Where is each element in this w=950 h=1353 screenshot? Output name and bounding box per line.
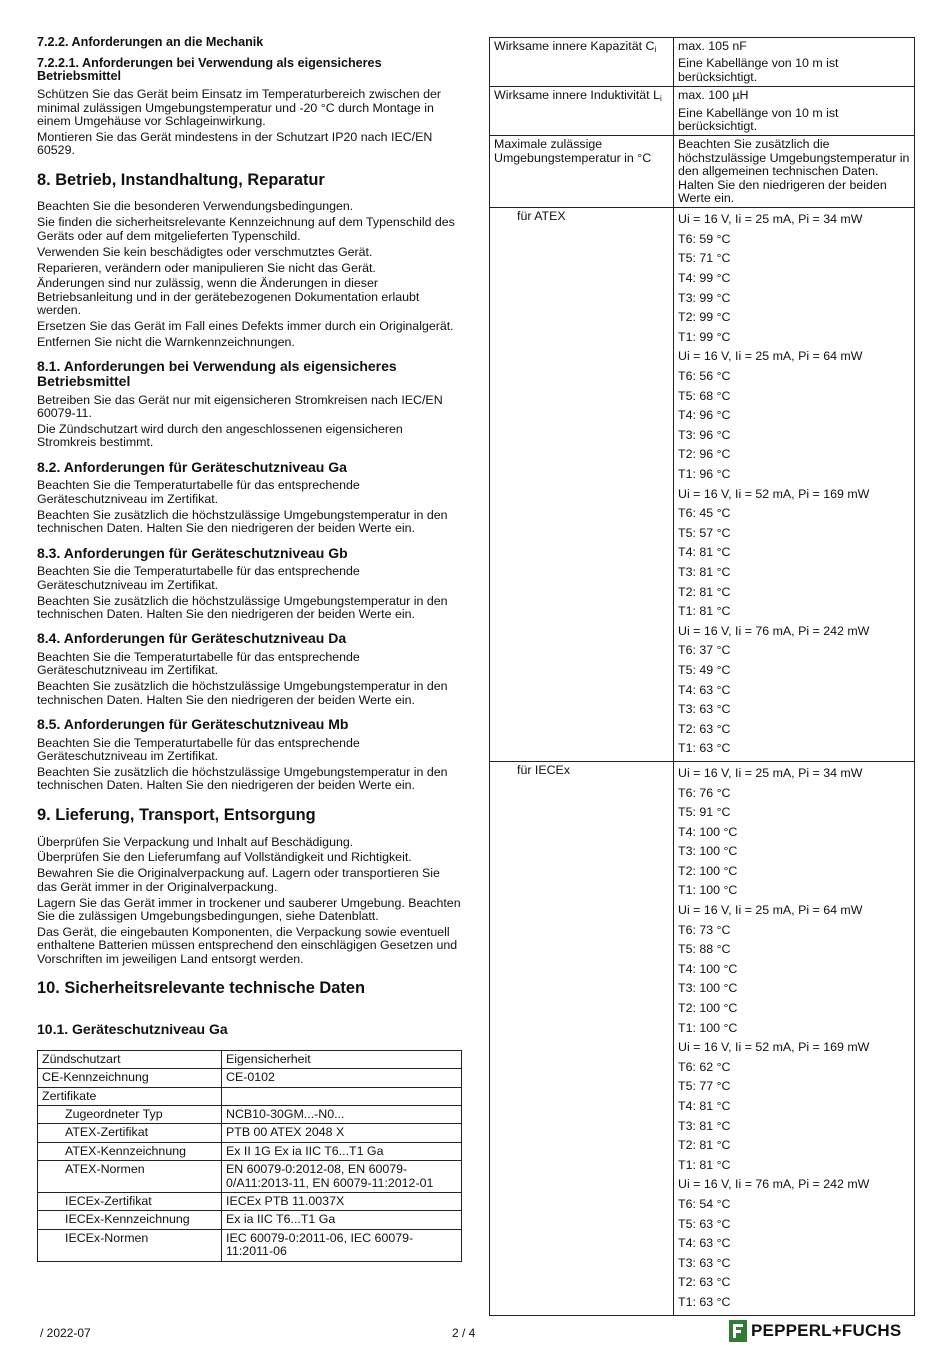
temperature-line: T3: 63 °C xyxy=(678,702,731,717)
paragraph: Reparieren, verändern oder manipulieren Sie nicht das Gerät. xyxy=(37,260,376,275)
temperature-line: T4: 100 °C xyxy=(678,961,738,976)
table-cell-key: CE-Kennzeichnung xyxy=(38,1069,222,1087)
paragraph: Bewahren Sie die Originalverpackung auf. Lagern oder transportieren Sie das Gerät immer in der Originalverpackung. xyxy=(37,866,440,894)
paragraph: Schützen Sie das Gerät beim Einsatz im Temperaturbereich zwischen der minimal zulässigen Umgebungstemperatur und -20 °C durch Montage in einem Umgehäuse vor Schlageinwirkung. xyxy=(37,87,442,129)
iecex-temperature-values xyxy=(674,761,915,1315)
table-row xyxy=(490,87,915,136)
temperature-line: T4: 63 °C xyxy=(678,1236,731,1251)
logo-text: PEPPERL+FUCHS xyxy=(751,1320,902,1340)
table-cell-key: IECEx-Normen xyxy=(38,1229,222,1261)
heading-9: 9. Lieferung, Transport, Entsorgung xyxy=(37,805,316,824)
temperature-line: T6: 62 °C xyxy=(678,1059,731,1074)
temperature-line: T4: 81 °C xyxy=(678,1099,731,1114)
section-7-2-2-1-body xyxy=(37,88,462,157)
atex-label: für ATEX xyxy=(490,208,674,762)
table-cell-key: ATEX-Kennzeichnung xyxy=(38,1142,222,1160)
temperature-line: T6: 56 °C xyxy=(678,369,731,384)
heading-8-4: 8.4. Anforderungen für Geräteschutzniveau Da xyxy=(37,630,347,647)
table-row xyxy=(490,136,915,208)
temperature-line: T5: 88 °C xyxy=(678,942,731,957)
temperature-line: T1: 81 °C xyxy=(678,604,731,619)
table-row xyxy=(38,1106,462,1124)
brand-logo xyxy=(729,1320,901,1342)
temperature-line: T2: 63 °C xyxy=(678,1275,731,1290)
paragraph: Überprüfen Sie den Lieferumfang auf Vollständigkeit und Richtigkeit. xyxy=(37,850,412,865)
paragraph: Beachten Sie die Temperaturtabelle für das entsprechende Geräteschutzniveau im Zertifikat. xyxy=(37,478,360,506)
temperature-line: Ui = 16 V, Ii = 76 mA, Pi = 242 mW xyxy=(678,1177,870,1192)
paragraph: Entfernen Sie nicht die Warnkennzeichnungen. xyxy=(37,334,295,349)
heading-8-1: 8.1. Anforderungen bei Verwendung als eigensicheres Betriebsmittel xyxy=(37,358,397,390)
paragraph: Beachten Sie die besonderen Verwendungsbedingungen. xyxy=(37,199,354,214)
capacitance-label: Wirksame innere Kapazität $C_i$ xyxy=(490,38,674,87)
temperature-line: T4: 63 °C xyxy=(678,682,731,697)
section-9-body xyxy=(37,836,462,967)
table-cell-key: Zertifikate xyxy=(38,1087,222,1105)
temperature-line: T6: 54 °C xyxy=(678,1196,731,1211)
heading-8-3: 8.3. Anforderungen für Geräteschutzniveau Gb xyxy=(37,544,348,561)
heading-8: 8. Betrieb, Instandhaltung, Reparatur xyxy=(37,170,325,189)
temperature-line: T5: 77 °C xyxy=(678,1079,731,1094)
page-number: 2 / 4 xyxy=(452,1326,476,1340)
paragraph: Verwenden Sie kein beschädigtes oder verschmutztes Gerät. xyxy=(37,244,373,259)
temperature-line: T4: 96 °C xyxy=(678,408,731,423)
temperature-line: T2: 99 °C xyxy=(678,310,731,325)
table-cell-value: CE-0102 xyxy=(222,1069,462,1087)
table-cell-key: Zugeordneter Typ xyxy=(38,1106,222,1124)
table-row xyxy=(38,1050,462,1068)
temperature-line: T2: 96 °C xyxy=(678,447,731,462)
temperature-line: T6: 59 °C xyxy=(678,231,731,246)
temperature-line: T3: 81 °C xyxy=(678,564,731,579)
paragraph: Das Gerät, die eingebauten Komponenten, die Verpackung sowie eventuell enthaltene Batterien müssen entsprechend den einschlägigen Gesetzen und Vorschriften im jeweiligen Land entsorgt werden. xyxy=(37,924,458,966)
safety-data-table xyxy=(37,1050,462,1262)
temperature-line: Ui = 16 V, Ii = 52 mA, Pi = 169 mW xyxy=(678,1040,870,1055)
temperature-line: T5: 63 °C xyxy=(678,1216,731,1231)
ambient-temp-label: Maximale zulässige Umgebungstemperatur in °C xyxy=(490,136,674,208)
table-row xyxy=(490,761,915,1315)
paragraph: Beachten Sie zusätzlich die höchstzulässige Umgebungstemperatur in den technischen Daten. Halten Sie den niedrigeren der beiden Werte ein. xyxy=(37,765,448,793)
temperature-line: Ui = 16 V, Ii = 76 mA, Pi = 242 mW xyxy=(678,623,870,638)
temperature-line: T1: 81 °C xyxy=(678,1157,731,1172)
table-row xyxy=(490,208,915,762)
temperature-line: T2: 81 °C xyxy=(678,1138,731,1153)
table-cell-key: ATEX-Normen xyxy=(38,1161,222,1193)
temperature-line: T4: 99 °C xyxy=(678,271,731,286)
table-cell-value: EN 60079-0:2012-08, EN 60079-0/A11:2013-11, EN 60079-11:2012-01 xyxy=(222,1161,462,1193)
paragraph: Beachten Sie zusätzlich die höchstzulässige Umgebungstemperatur in den technischen Daten. Halten Sie den niedrigeren der beiden Werte ein. xyxy=(37,593,448,621)
temperature-line: Ui = 16 V, Ii = 25 mA, Pi = 64 mW xyxy=(678,903,863,918)
paragraph: Beachten Sie zusätzlich die höchstzulässige Umgebungstemperatur in den technischen Daten. Halten Sie den niedrigeren der beiden Werte ein. xyxy=(37,679,448,707)
temperature-line: T1: 63 °C xyxy=(678,1294,731,1309)
table-row xyxy=(38,1124,462,1142)
paragraph: Beachten Sie die Temperaturtabelle für das entsprechende Geräteschutzniveau im Zertifikat. xyxy=(37,735,360,764)
temperature-line: T4: 100 °C xyxy=(678,824,738,839)
table-cell-value: IEC 60079-0:2011-06, IEC 60079-11:2011-06 xyxy=(222,1229,462,1261)
table-row xyxy=(38,1161,462,1193)
table-cell-value: Ex II 1G Ex ia IIC T6...T1 Ga xyxy=(222,1142,462,1160)
temperature-line: T3: 81 °C xyxy=(678,1118,731,1133)
inductance-label: Wirksame innere Induktivität $L_i$ xyxy=(490,87,674,136)
temperature-line: Ui = 16 V, Ii = 52 mA, Pi = 169 mW xyxy=(678,486,870,501)
temperature-line: T6: 45 °C xyxy=(678,506,731,521)
section-8-3-body xyxy=(37,565,462,621)
paragraph: Betreiben Sie das Gerät nur mit eigensicheren Stromkreisen nach IEC/EN 60079-11. xyxy=(37,392,443,421)
right-column xyxy=(489,37,915,1316)
paragraph: Beachten Sie die Temperaturtabelle für das entsprechende Geräteschutzniveau im Zertifikat. xyxy=(37,564,360,592)
temperature-line: T1: 96 °C xyxy=(678,467,731,482)
table-row xyxy=(38,1192,462,1210)
temperature-line: T3: 100 °C xyxy=(678,844,738,859)
temperature-line: T6: 73 °C xyxy=(678,922,731,937)
footer-date: / 2022-07 xyxy=(40,1326,91,1340)
paragraph: Lagern Sie das Gerät immer in trockener und sauberer Umgebung. Beachten Sie die zulässigen Umgebungsbedingungen, siehe Datenblatt. xyxy=(37,895,461,923)
table-row xyxy=(38,1142,462,1160)
table-row xyxy=(38,1229,462,1261)
table-row xyxy=(38,1087,462,1105)
temperature-line: T2: 100 °C xyxy=(678,863,738,878)
table-cell-key: IECEx-Zertifikat xyxy=(38,1192,222,1210)
temperature-line: T6: 37 °C xyxy=(678,643,731,658)
paragraph: Überprüfen Sie Verpackung und Inhalt auf Beschädigung. xyxy=(37,834,354,849)
heading-10-1: 10.1. Geräteschutzniveau Ga xyxy=(37,1020,228,1037)
section-8-2-body xyxy=(37,479,462,535)
temperature-line: T1: 100 °C xyxy=(678,1020,738,1035)
temperature-line: Ui = 16 V, Ii = 25 mA, Pi = 64 mW xyxy=(678,349,863,364)
temperature-line: T4: 81 °C xyxy=(678,545,731,560)
paragraph: Die Zündschutzart wird durch den angeschlossenen eigensicheren Stromkreis bestimmt. xyxy=(37,422,403,450)
table-cell-value xyxy=(222,1087,462,1105)
section-8-4-body xyxy=(37,651,462,707)
table-cell-value: Eigensicherheit xyxy=(222,1050,462,1068)
electrical-data-table xyxy=(489,37,915,1316)
temperature-line: T5: 68 °C xyxy=(678,388,731,403)
table-cell-key: Zündschutzart xyxy=(38,1050,222,1068)
paragraph: Ersetzen Sie das Gerät im Fall eines Defekts immer durch ein Originalgerät. xyxy=(37,319,454,334)
section-8-body xyxy=(37,200,462,349)
table-row xyxy=(490,38,915,87)
section-8-5-body xyxy=(37,737,462,793)
heading-7-2-2-1: 7.2.2.1. Anforderungen bei Verwendung als eigensicheres Betriebsmittel xyxy=(37,55,382,84)
logo-icon xyxy=(729,1320,747,1342)
section-8-1-body xyxy=(37,394,462,450)
temperature-line: T1: 63 °C xyxy=(678,741,731,756)
temperature-line: Ui = 16 V, Ii = 25 mA, Pi = 34 mW xyxy=(678,212,863,227)
temperature-line: T1: 99 °C xyxy=(678,329,731,344)
heading-8-2: 8.2. Anforderungen für Geräteschutzniveau Ga xyxy=(37,458,347,475)
paragraph: Montieren Sie das Gerät mindestens in der Schutzart IP20 nach IEC/EN 60529. xyxy=(37,129,433,158)
iecex-label: für IECEx xyxy=(490,761,674,1315)
temperature-line: T3: 100 °C xyxy=(678,981,738,996)
paragraph: Sie finden die sicherheitsrelevante Kennzeichnung auf dem Typenschild des Geräts oder auf dem mitgelieferten Typenschild. xyxy=(37,215,455,243)
temperature-line: T6: 76 °C xyxy=(678,785,731,800)
temperature-line: T3: 99 °C xyxy=(678,290,731,305)
temperature-line: T2: 100 °C xyxy=(678,1001,738,1016)
temperature-line: T5: 49 °C xyxy=(678,662,731,677)
heading-7-2-2: 7.2.2. Anforderungen an die Mechanik xyxy=(37,35,264,49)
temperature-line: T3: 63 °C xyxy=(678,1255,731,1270)
paragraph: Beachten Sie die Temperaturtabelle für das entsprechende Geräteschutzniveau im Zertifikat. xyxy=(37,649,360,678)
table-cell-key: ATEX-Zertifikat xyxy=(38,1124,222,1142)
temperature-line: T2: 81 °C xyxy=(678,584,731,599)
temperature-line: T5: 57 °C xyxy=(678,525,731,540)
temperature-line: T5: 91 °C xyxy=(678,805,731,820)
temperature-line: T2: 63 °C xyxy=(678,721,731,736)
table-cell-value: Ex ia IIC T6...T1 Ga xyxy=(222,1211,462,1229)
temperature-line: T1: 100 °C xyxy=(678,883,738,898)
table-cell-key: IECEx-Kennzeichnung xyxy=(38,1211,222,1229)
table-cell-value: IECEx PTB 11.0037X xyxy=(222,1192,462,1210)
table-cell-value: PTB 00 ATEX 2048 X xyxy=(222,1124,462,1142)
capacitance-value: max. 105 nF Eine Kabellänge von 10 m ist berücksichtigt. xyxy=(674,38,915,87)
left-column xyxy=(37,36,462,1262)
heading-8-5: 8.5. Anforderungen für Geräteschutzniveau Mb xyxy=(37,716,349,733)
heading-10: 10. Sicherheitsrelevante technische Daten xyxy=(37,979,365,998)
paragraph: Änderungen sind nur zulässig, wenn die Änderungen in dieser Betriebsanleitung und in der gerätebezogenen Dokumentation erlaubt werden. xyxy=(37,276,420,318)
temperature-line: T5: 71 °C xyxy=(678,251,731,266)
temperature-line: T3: 96 °C xyxy=(678,427,731,442)
atex-temperature-values xyxy=(674,208,915,762)
paragraph: Beachten Sie zusätzlich die höchstzulässige Umgebungstemperatur in den technischen Daten. Halten Sie den niedrigeren der beiden Werte ein. xyxy=(37,507,448,536)
temperature-line: Ui = 16 V, Ii = 25 mA, Pi = 34 mW xyxy=(678,765,863,780)
ambient-temp-value: Beachten Sie zusätzlich die höchstzulässige Umgebungstemperatur in den allgemeinen technischen Daten. Halten Sie den niedrigeren der beiden Werte ein. xyxy=(674,136,915,208)
inductance-value: max. 100 µH Eine Kabellänge von 10 m ist berücksichtigt. xyxy=(674,87,915,136)
table-row xyxy=(38,1211,462,1229)
table-cell-value: NCB10-30GM...-N0... xyxy=(222,1106,462,1124)
table-row xyxy=(38,1069,462,1087)
